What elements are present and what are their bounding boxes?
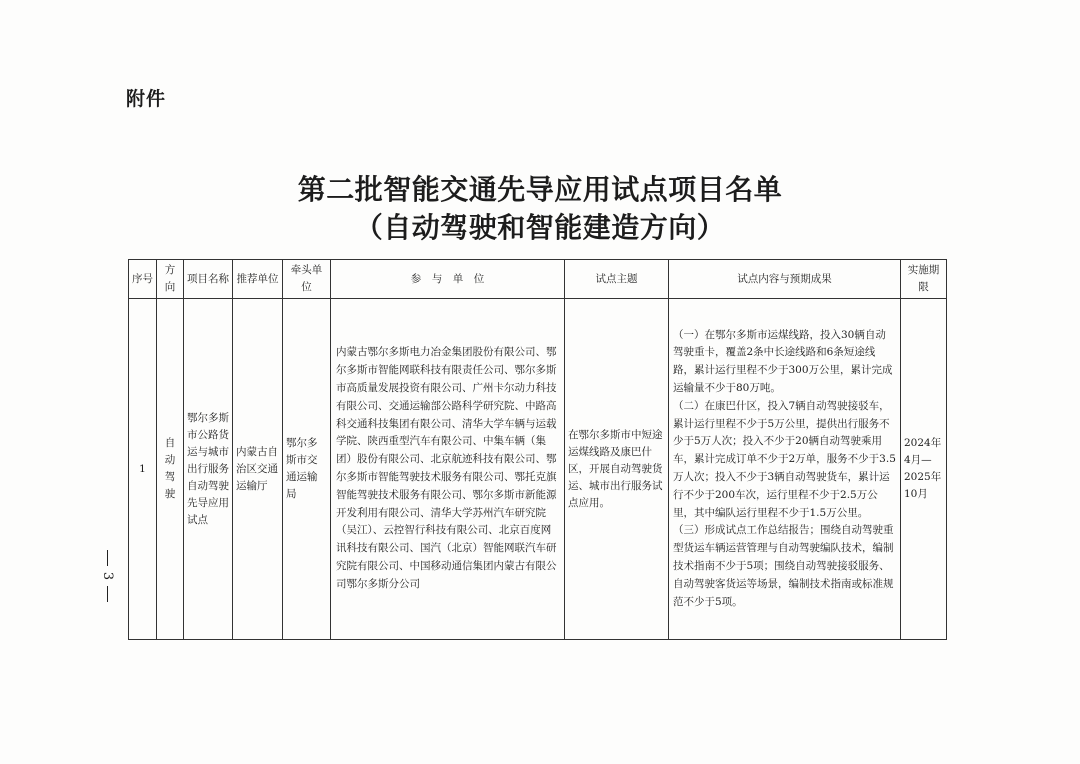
table-header-row [129,260,947,299]
content-item-2: （二）在康巴什区，投入7辆自动驾驶接驳车，累计运行里程不少于5万公里，提供出行服务不少于5万人次；投入不少于20辆自动驾驶乘用车，累计完成订单不少于2万单，服务不少于3.5万人次；投入不少于3辆自动驾驶货车，累计运行不少于200车次，运行里程不少于2.5万公里，其中编队运行里程不少于1.5万公里。 [673,399,896,519]
page-number-dash-bottom [107,586,108,602]
cell-lead: 鄂尔多斯市交通运输局 [283,299,331,640]
document-title: 第二批智能交通先导应用试点项目名单 [297,173,783,206]
header-index: 序号 [129,260,157,299]
header-direction: 方向 [157,260,184,299]
cell-period: 2024年4月—2025年10月 [901,299,947,640]
table-row [129,299,947,640]
page-number [98,548,116,604]
cell-theme: 在鄂尔多斯市中短途运煤线路及康巴什区，开展自动驾驶货运、城市出行服务试点应用。 [565,299,669,640]
header-project: 项目名称 [184,260,233,299]
header-content: 试点内容与预期成果 [669,260,901,299]
header-period: 实施期限 [901,260,947,299]
attachment-label: 附件 [126,88,167,110]
page-number-value: 3 [100,571,115,581]
header-participants: 参 与 单 位 [331,260,565,299]
cell-direction: 自动驾驶 [157,299,184,640]
page-number-dash-top [107,550,108,566]
header-recommender: 推荐单位 [233,260,283,299]
cell-project: 鄂尔多斯市公路货运与城市出行服务自动驾驶先导应用试点 [184,299,233,640]
cell-recommender: 内蒙古自治区交通运输厅 [233,299,283,640]
cell-index: 1 [129,299,157,640]
cell-content [669,299,901,640]
content-item-3: （三）形成试点工作总结报告；围绕自动驾驶重型货运车辆运营管理与自动驾驶编队技术，编制技术指南不少于5项；围绕自动驾驶接驳服务、自动驾驶客货运等场景，编制技术指南或标准规范不少于5项。 [673,524,894,608]
header-theme: 试点主题 [565,260,669,299]
header-lead: 牵头单位 [283,260,331,299]
pilot-project-table [128,259,947,640]
document-subtitle: （自动驾驶和智能建造方向） [354,211,726,244]
cell-participants: 内蒙古鄂尔多斯电力冶金集团股份有限公司、鄂尔多斯市智能网联科技有限责任公司、鄂尔多斯市高质量发展投资有限公司、广州卡尔动力科技有限公司、交通运输部公路科学研究院、中路高科交通科技集团有限公司、清华大学车辆与运载学院、陕西重型汽车有限公司、中集车辆（集团）股份有限公司、北京航迹科技有限公司、鄂尔多斯市智能驾驶技术服务有限公司、鄂托克旗智能驾驶技术服务有限公司、鄂尔多斯市新能源开发利用有限公司、清华大学苏州汽车研究院（吴江）、云控智行科技有限公司、北京百度网讯科技有限公司、国汽（北京）智能网联汽车研究院有限公司、中国移动通信集团内蒙古有限公司鄂尔多斯分公司 [331,299,565,640]
content-item-1: （一）在鄂尔多斯市运煤线路，投入30辆自动驾驶重卡，覆盖2条中长途线路和6条短途线路，累计运行里程不少于300万公里，累计完成运输量不少于80万吨。 [673,328,893,395]
